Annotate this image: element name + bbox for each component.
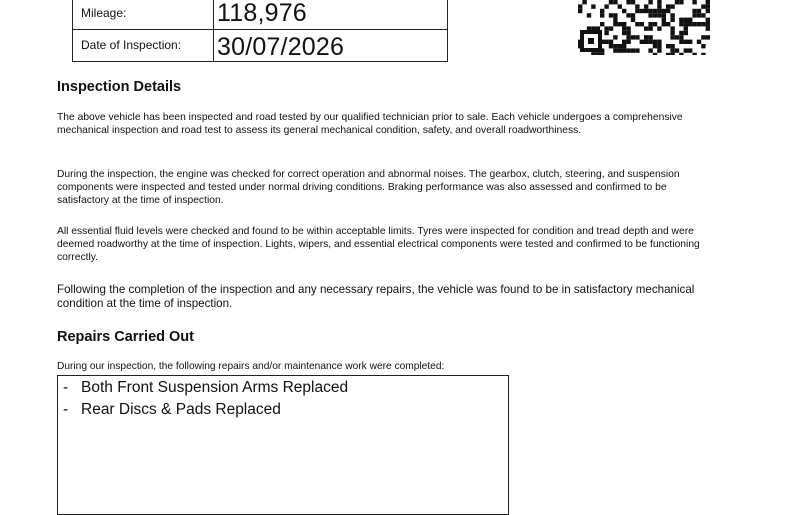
- repair-item: [63, 401, 281, 419]
- mileage-row: [73, 0, 447, 30]
- repair-item: [63, 379, 348, 397]
- table-divider: [213, 29, 214, 61]
- bullet-dash: -: [63, 379, 69, 396]
- bullet-dash: -: [63, 401, 69, 418]
- mileage-value: 118,976: [217, 0, 307, 27]
- repair-item-text: Both Front Suspension Arms Replaced: [81, 379, 349, 396]
- inspection-paragraph-4: Following the completion of the inspection and any necessary repairs, the vehicle was found to be in satisfactory mechanical condition at the time of inspection.: [57, 283, 695, 310]
- mileage-label: Mileage:: [81, 6, 127, 20]
- repairs-list-box: [57, 375, 509, 515]
- qr-code-graphic: [578, 0, 710, 55]
- vehicle-info-table: [72, 0, 448, 62]
- repair-item-text: Rear Discs & Pads Replaced: [81, 401, 281, 418]
- inspection-date-label: Date of Inspection:: [81, 38, 182, 52]
- repairs-heading: Repairs Carried Out: [57, 329, 194, 345]
- repairs-intro: During our inspection, the following repairs and/or maintenance work were completed:: [57, 361, 445, 372]
- inspection-date-value: 30/07/2026: [217, 33, 345, 61]
- inspection-date-row: [73, 29, 447, 61]
- table-divider: [213, 0, 214, 29]
- inspection-paragraph-2: During the inspection, the engine was checked for correct operation and abnormal noises. The gearbox, clutch, steering, and suspension components were inspected and tested under normal driving conditions. Braking performance was also assessed and confirmed to be satisfactory at the time of inspection.: [57, 169, 680, 206]
- inspection-paragraph-1: The above vehicle has been inspected and road tested by our qualified technician prior to sale. Each vehicle undergoes a comprehensive mechanical inspection and road test to assess its general mechanical condition, safety, and overall roadworthiness.: [57, 112, 683, 136]
- inspection-details-heading: Inspection Details: [57, 79, 182, 95]
- qr-code-icon: [578, 0, 710, 55]
- inspection-paragraph-3: All essential fluid levels were checked and found to be within acceptable limits. Tyres were inspected for condition and tread depth and were deemed roadworthy at the time of inspection. Lights, wipers, and essential electrical components were tested and confirmed to be functioning correctly.: [57, 226, 700, 263]
